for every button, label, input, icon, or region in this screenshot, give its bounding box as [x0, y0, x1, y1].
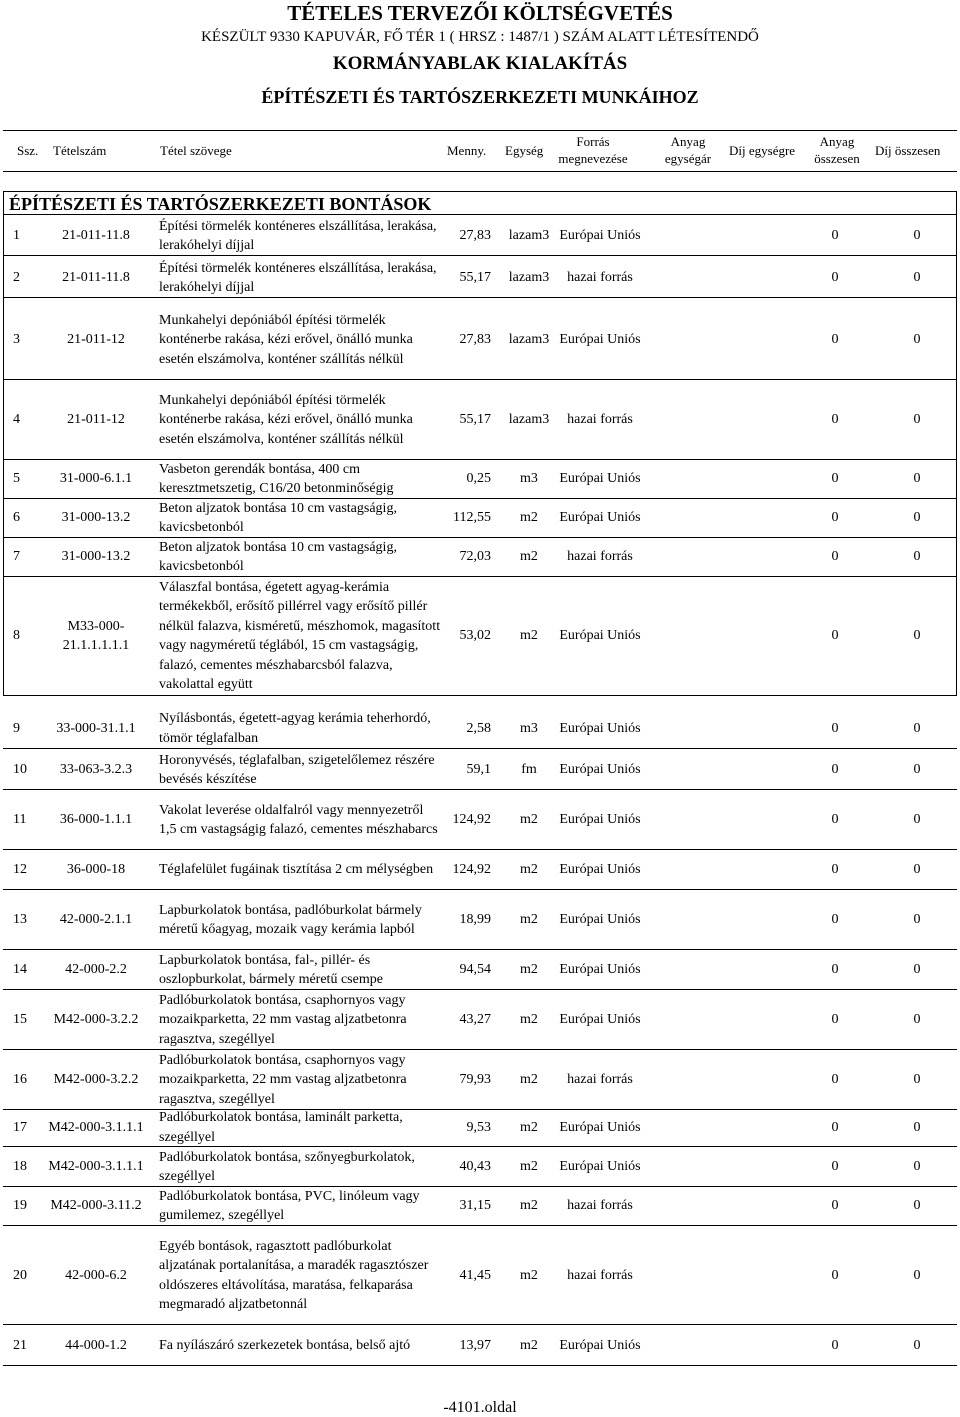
row-quantity: 43,27	[459, 1012, 491, 1028]
row-quantity: 2,58	[466, 720, 491, 736]
row-unit: m2	[520, 510, 538, 526]
row-source: hazai forrás	[567, 1198, 633, 1214]
table-row	[3, 459, 957, 499]
document-subtitle: KÉSZÜLT 9330 KAPUVÁR, FŐ TÉR 1 ( HRSZ : 1487/1 ) SZÁM ALATT LÉTESÍTENDŐ	[201, 29, 759, 45]
column-header-row	[3, 130, 957, 172]
col-text: Tétel szövege	[160, 143, 232, 158]
row-code: 31-000-13.2	[61, 549, 131, 565]
row-fee-total: 0	[913, 962, 921, 978]
row-number: 7	[13, 549, 20, 565]
project-title: KORMÁNYABLAK KIALAKÍTÁS	[332, 53, 628, 74]
row-code: M33-000-21.1.1.1.1.1	[62, 618, 130, 653]
row-text: Horonyvésés, téglafalban, szigetelőlemez részére bevésés készítése	[159, 752, 435, 787]
col-mat-total: Anyag összesen	[814, 134, 860, 166]
row-source: Európai Uniós	[559, 628, 641, 644]
row-text: Munkahelyi depóniából építési törmelék konténerbe rakása, kézi erővel, önálló munka esetén elszámolva, konténer szállítás nélkül	[159, 392, 413, 447]
row-fee-total: 0	[913, 1012, 921, 1028]
row-text: Lapburkolatok bontása, fal-, pillér- és oszlopburkolat, bármely méretű csempe	[159, 952, 383, 987]
row-number: 14	[13, 962, 27, 978]
row-fee-total: 0	[913, 1072, 921, 1088]
row-number: 3	[13, 332, 20, 348]
row-source: Európai Uniós	[559, 332, 641, 348]
row-code: 31-000-6.1.1	[59, 471, 133, 487]
row-source: hazai forrás	[567, 412, 633, 428]
row-text: Munkahelyi depóniából építési törmelék konténerbe rakása, kézi erővel, önálló munka esetén elszámolva, konténer szállítás nélkül	[159, 312, 413, 367]
row-number: 8	[13, 628, 20, 644]
row-code: M42-000-3.1.1.1	[48, 1159, 144, 1175]
row-material-total: 0	[831, 1267, 839, 1283]
row-source: hazai forrás	[567, 1072, 633, 1088]
row-source: Európai Uniós	[559, 720, 641, 736]
row-quantity: 112,55	[453, 510, 491, 526]
row-fee-total: 0	[913, 1159, 921, 1175]
row-fee-total: 0	[913, 510, 921, 526]
row-text: Téglafelület fugáinak tisztítása 2 cm mélységben	[159, 862, 434, 878]
col-fee-total: Díj összesen	[875, 143, 941, 158]
row-text: Padlóburkolatok bontása, laminált parketta, szegéllyel	[159, 1110, 403, 1145]
row-source: Európai Uniós	[559, 1338, 641, 1354]
row-code: 42-000-2.2	[65, 962, 127, 978]
col-source: Forrás megnevezése	[558, 134, 628, 166]
row-source: hazai forrás	[567, 549, 633, 565]
section-title	[3, 191, 957, 215]
row-number: 17	[13, 1119, 27, 1135]
row-text: Padlóburkolatok bontása, PVC, linóleum vagy gumilemez, szegéllyel	[159, 1188, 420, 1223]
row-text: Építési törmelék konténeres elszállítása, lerakása, lerakóhelyi díjjal	[159, 218, 437, 253]
row-text: Lapburkolatok bontása, padlóburkolat bármely méretű kőagyag, mozaik vagy kerámia lapból	[159, 902, 422, 937]
col-unit: Egység	[505, 143, 544, 158]
row-fee-total: 0	[913, 471, 921, 487]
row-material-total: 0	[831, 412, 839, 428]
row-source: Európai Uniós	[559, 912, 641, 928]
row-material-total: 0	[831, 1119, 839, 1135]
row-material-total: 0	[831, 1338, 839, 1354]
row-source: Európai Uniós	[559, 762, 641, 778]
row-material-total: 0	[831, 471, 839, 487]
row-unit: m2	[520, 1072, 538, 1088]
col-ssz: Ssz.	[17, 143, 39, 158]
row-code: 33-063-3.2.3	[59, 762, 133, 778]
row-material-total: 0	[831, 912, 839, 928]
table-row	[3, 380, 957, 460]
row-code: 21-011-12	[67, 412, 125, 428]
row-fee-total: 0	[913, 628, 921, 644]
row-quantity: 94,54	[459, 962, 491, 978]
col-mat-unit: Anyag egységár	[664, 134, 712, 166]
row-unit: fm	[521, 762, 537, 778]
row-fee-total: 0	[913, 812, 921, 828]
row-quantity: 27,83	[459, 332, 491, 348]
row-source: Európai Uniós	[559, 1119, 641, 1135]
row-fee-total: 0	[913, 270, 921, 286]
table-row	[3, 1226, 957, 1325]
row-material-total: 0	[831, 720, 839, 736]
table-row	[3, 258, 957, 298]
row-quantity: 40,43	[459, 1159, 491, 1175]
row-code: M42-000-3.2.2	[53, 1012, 139, 1028]
row-quantity: 0,25	[466, 471, 491, 487]
row-fee-total: 0	[913, 862, 921, 878]
row-unit: m2	[520, 962, 538, 978]
table-row	[3, 1108, 957, 1147]
row-text: Vakolat leverése oldalfalról vagy mennyezetről 1,5 cm vastagságig falazó, cementes mészhabarcs	[159, 802, 438, 837]
row-number: 11	[13, 812, 27, 828]
row-quantity: 27,83	[459, 228, 491, 244]
row-unit: m2	[520, 1159, 538, 1175]
table-row	[3, 990, 957, 1050]
row-material-total: 0	[831, 549, 839, 565]
row-material-total: 0	[831, 228, 839, 244]
row-number: 10	[13, 762, 27, 778]
row-unit: m2	[520, 912, 538, 928]
row-unit: m2	[520, 1338, 538, 1354]
row-fee-total: 0	[913, 1338, 921, 1354]
row-text: Fa nyílászáró szerkezetek bontása, belső ajtó	[159, 1338, 411, 1354]
row-fee-total: 0	[913, 412, 921, 428]
row-unit: lazam3	[508, 270, 550, 286]
row-source: Európai Uniós	[559, 1159, 641, 1175]
row-unit: m2	[520, 1267, 538, 1283]
row-number: 15	[13, 1012, 27, 1028]
row-material-total: 0	[831, 332, 839, 348]
row-source: Európai Uniós	[559, 1012, 641, 1028]
row-material-total: 0	[831, 1198, 839, 1214]
row-fee-total: 0	[913, 332, 921, 348]
row-unit: m3	[520, 471, 538, 487]
row-material-total: 0	[831, 1072, 839, 1088]
row-number: 1	[13, 228, 20, 244]
row-source: Európai Uniós	[559, 862, 641, 878]
table-row	[3, 300, 957, 380]
row-code: M42-000-3.1.1.1	[48, 1119, 144, 1135]
row-number: 19	[13, 1198, 27, 1214]
table-row	[3, 890, 957, 950]
row-number: 18	[13, 1159, 27, 1175]
row-text: Beton aljzatok bontása 10 cm vastagságig, kavicsbetonból	[159, 539, 397, 574]
row-quantity: 55,17	[459, 270, 491, 286]
row-code: 44-000-1.2	[65, 1338, 127, 1354]
row-number: 9	[13, 720, 20, 736]
row-material-total: 0	[831, 962, 839, 978]
row-text: Padlóburkolatok bontása, szőnyegburkolatok, szegéllyel	[159, 1149, 415, 1184]
row-fee-total: 0	[913, 912, 921, 928]
row-unit: m2	[520, 549, 538, 565]
row-unit: m2	[520, 1198, 538, 1214]
row-source: Európai Uniós	[559, 471, 641, 487]
row-quantity: 13,97	[459, 1338, 491, 1354]
row-quantity: 41,45	[459, 1267, 491, 1283]
row-quantity: 124,92	[452, 862, 491, 878]
row-code: 36-000-18	[66, 862, 126, 878]
col-qty: Menny.	[447, 143, 487, 158]
row-text: Padlóburkolatok bontása, csaphornyos vagy mozaikparketta, 22 mm vastag aljzatbetonra ragasztva, szegéllyel	[159, 1052, 407, 1107]
row-code: 21-011-11.8	[62, 228, 130, 244]
row-text: Válaszfal bontása, égetett agyag-kerámia termékekből, erősítő pillérrel vagy erősítő pillér nélkül falazva, kisméretű, mészhomok, magasított vagy nagyméretű téglából, 15 cm vastagságig, falazó, cementes mészhabarcsból falazva, vakolattal együtt	[159, 579, 441, 692]
row-text: Padlóburkolatok bontása, csaphornyos vagy mozaikparketta, 22 mm vastag aljzatbetonra ragasztva, szegéllyel	[159, 992, 407, 1047]
row-unit: lazam3	[508, 228, 550, 244]
section-title-text: ÉPÍTÉSZETI ÉS TARTÓSZERKEZETI BONTÁSOK	[9, 194, 432, 214]
row-code: M42-000-3.11.2	[50, 1198, 142, 1214]
row-text: Beton aljzatok bontása 10 cm vastagságig, kavicsbetonból	[159, 500, 397, 535]
table-row	[3, 216, 957, 256]
row-material-total: 0	[831, 1012, 839, 1028]
col-code: Tételszám	[53, 143, 107, 158]
table-row	[3, 537, 957, 577]
row-material-total: 0	[831, 270, 839, 286]
table-row	[3, 1147, 957, 1187]
row-quantity: 59,1	[466, 762, 491, 778]
row-fee-total: 0	[913, 1119, 921, 1135]
row-unit: m2	[520, 1012, 538, 1028]
row-source: Európai Uniós	[559, 228, 641, 244]
row-source: hazai forrás	[567, 270, 633, 286]
row-code: 33-000-31.1.1	[56, 720, 136, 736]
table-row	[3, 576, 957, 696]
row-unit: lazam3	[508, 412, 550, 428]
row-number: 13	[13, 912, 27, 928]
row-number: 4	[13, 412, 20, 428]
row-number: 2	[13, 270, 20, 286]
row-code: 21-011-12	[67, 332, 125, 348]
row-material-total: 0	[831, 1159, 839, 1175]
table-row	[3, 950, 957, 990]
row-fee-total: 0	[913, 228, 921, 244]
row-source: Európai Uniós	[559, 812, 641, 828]
row-material-total: 0	[831, 812, 839, 828]
row-code: 36-000-1.1.1	[59, 812, 133, 828]
row-code: 21-011-11.8	[62, 270, 130, 286]
table-row	[3, 708, 957, 749]
row-text: Építési törmelék konténeres elszállítása, lerakása, lerakóhelyi díjjal	[159, 260, 437, 295]
row-fee-total: 0	[913, 1267, 921, 1283]
table-row	[3, 1186, 957, 1226]
row-number: 20	[13, 1267, 27, 1283]
row-number: 16	[13, 1072, 27, 1088]
row-code: 31-000-13.2	[61, 510, 131, 526]
row-text: Egyéb bontások, ragasztott padlóburkolat aljzatának portalanítása, a maradék ragasztószer oldószeres eltávolítása, maratása, felkaparása megmaradó aljzatbetonnál	[159, 1238, 429, 1312]
row-code: 42-000-6.2	[65, 1267, 127, 1283]
row-number: 21	[13, 1338, 27, 1354]
row-unit: m2	[520, 862, 538, 878]
row-fee-total: 0	[913, 762, 921, 778]
scope-title: ÉPÍTÉSZETI ÉS TARTÓSZERKEZETI MUNKÁIHOZ	[261, 87, 699, 107]
row-fee-total: 0	[913, 720, 921, 736]
table-row	[3, 790, 957, 850]
row-quantity: 72,03	[459, 549, 491, 565]
row-number: 6	[13, 510, 20, 526]
col-fee-unit: Díj egységre	[729, 143, 796, 158]
row-quantity: 9,53	[466, 1119, 491, 1135]
row-text: Nyílásbontás, égetett-agyag kerámia teherhordó, tömör téglafalban	[159, 711, 431, 746]
row-material-total: 0	[831, 628, 839, 644]
table-row	[3, 1326, 957, 1366]
row-unit: m3	[520, 720, 538, 736]
row-code: M42-000-3.2.2	[53, 1072, 139, 1088]
row-quantity: 124,92	[452, 812, 491, 828]
row-unit: lazam3	[508, 332, 550, 348]
row-fee-total: 0	[913, 1198, 921, 1214]
row-fee-total: 0	[913, 549, 921, 565]
row-unit: m2	[520, 1119, 538, 1135]
row-code: 42-000-2.1.1	[59, 912, 133, 928]
table-row	[3, 750, 957, 790]
table-row	[3, 498, 957, 538]
row-material-total: 0	[831, 862, 839, 878]
row-unit: m2	[520, 628, 538, 644]
document-title: TÉTELES TERVEZŐI KÖLTSÉGVETÉS	[287, 1, 673, 25]
row-quantity: 18,99	[459, 912, 491, 928]
row-material-total: 0	[831, 762, 839, 778]
page-number: -4101.oldal	[443, 1399, 517, 1416]
row-source: hazai forrás	[567, 1267, 633, 1283]
row-number: 5	[13, 471, 20, 487]
row-source: Európai Uniós	[559, 962, 641, 978]
table-row	[3, 850, 957, 890]
row-quantity: 53,02	[459, 628, 491, 644]
row-unit: m2	[520, 812, 538, 828]
row-quantity: 79,93	[459, 1072, 491, 1088]
row-quantity: 55,17	[459, 412, 491, 428]
row-number: 12	[13, 862, 27, 878]
row-source: Európai Uniós	[559, 510, 641, 526]
table-row	[3, 1050, 957, 1110]
row-material-total: 0	[831, 510, 839, 526]
row-quantity: 31,15	[459, 1198, 491, 1214]
row-text: Vasbeton gerendák bontása, 400 cm keresztmetszetig, C16/20 betonminőségig	[159, 461, 394, 496]
